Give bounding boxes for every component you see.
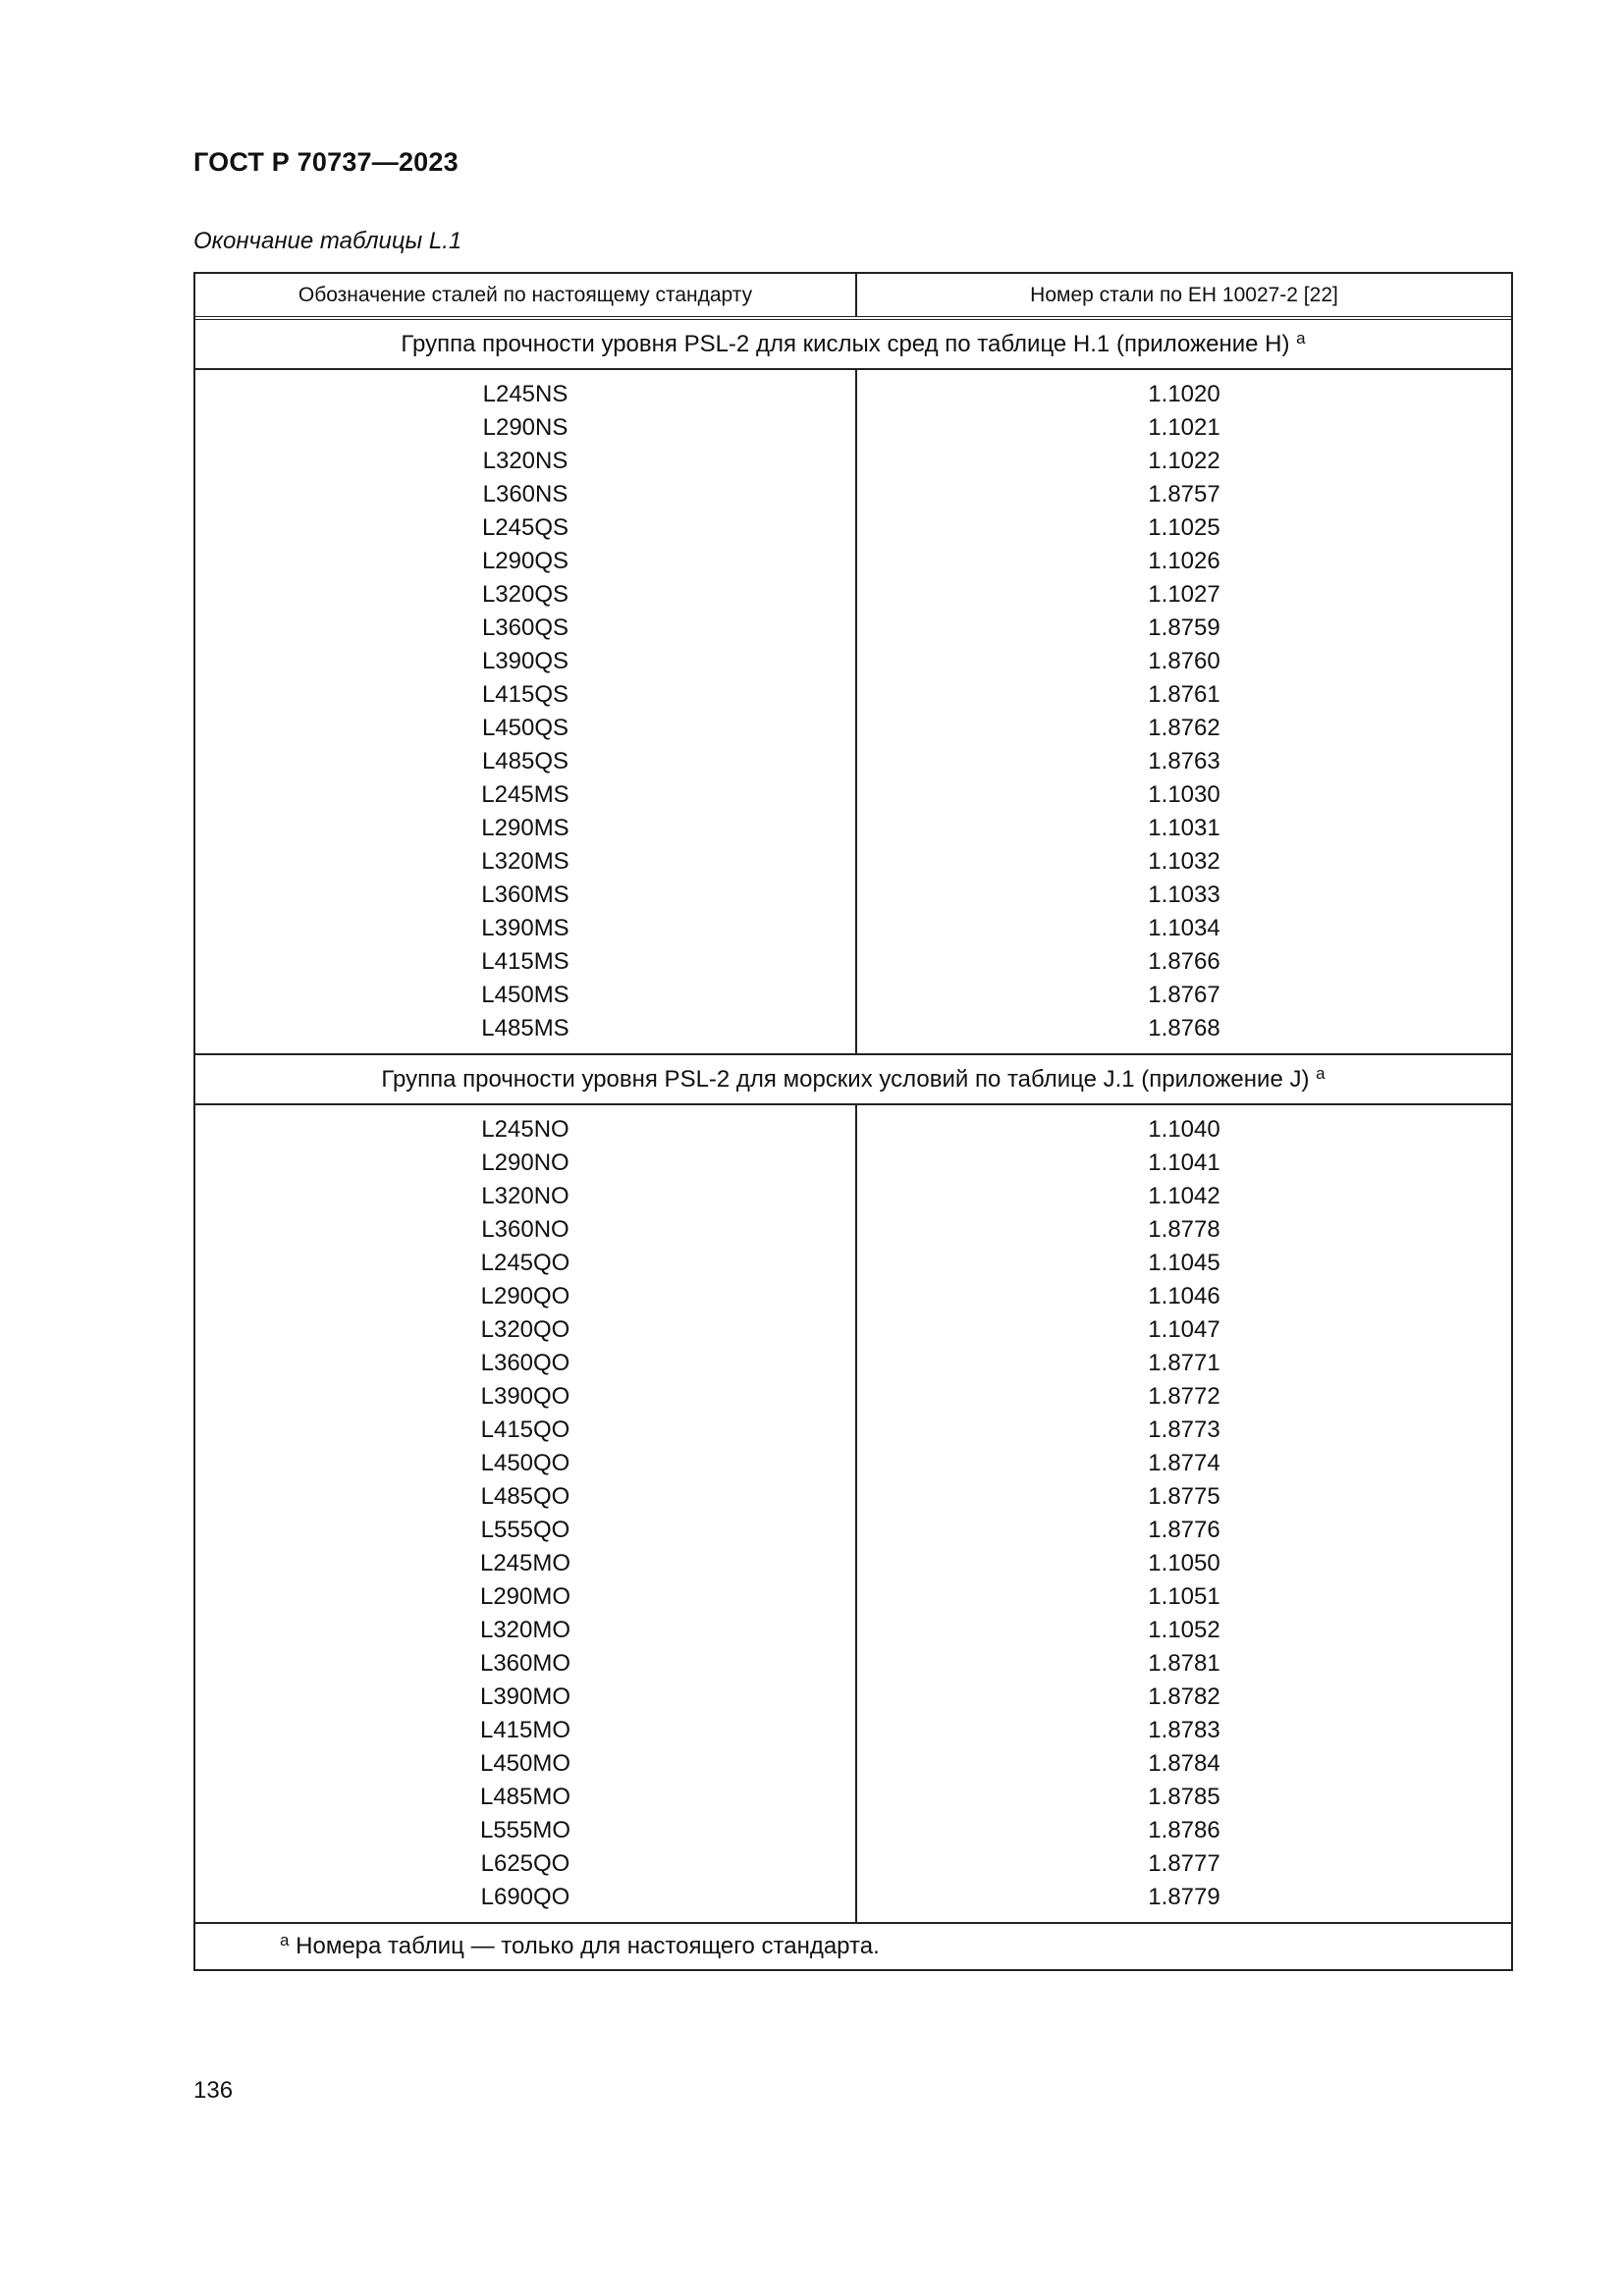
steel-number: 1.1026 <box>1148 548 1220 574</box>
steel-number: 1.1052 <box>1148 1617 1220 1643</box>
steel-number: 1.1050 <box>1148 1550 1220 1576</box>
steel-number: 1.8779 <box>1148 1884 1220 1910</box>
steel-designation: L390QS <box>481 648 569 674</box>
steel-number: 1.8783 <box>1148 1717 1220 1743</box>
steel-designation: L245QO <box>480 1250 570 1276</box>
group-title: Группа прочности уровня PSL-2 для кислых сред по таблице H.1 (приложение H) <box>401 330 1290 357</box>
footnote-mark: а <box>280 1931 290 1949</box>
steel-number: 1.8757 <box>1148 481 1220 507</box>
steel-designation: L360NS <box>482 481 568 507</box>
steel-number: 1.1034 <box>1148 915 1220 941</box>
footnote-row <box>195 1923 1511 1969</box>
steel-designation: L360QS <box>481 614 569 641</box>
steel-designation: L555MO <box>479 1817 571 1843</box>
steel-designation: L245MS <box>481 781 569 808</box>
steel-number: 1.8775 <box>1148 1483 1220 1510</box>
steel-designation: L320NO <box>481 1183 569 1209</box>
footnote-mark: а <box>1296 328 1306 347</box>
steel-designation: L485QO <box>480 1483 570 1510</box>
steel-designation: L290NS <box>482 414 568 441</box>
steel-designation: L320MS <box>481 848 569 875</box>
steel-number: 1.1025 <box>1148 514 1220 541</box>
steel-number: 1.1051 <box>1148 1583 1220 1610</box>
steel-designation: L450MO <box>479 1750 571 1777</box>
steel-designation: L485MO <box>479 1784 571 1810</box>
steel-number: 1.8777 <box>1148 1850 1220 1877</box>
steel-number: 1.8784 <box>1148 1750 1220 1777</box>
group-title-cell <box>195 1054 1511 1104</box>
steel-designation: L390MS <box>481 915 569 941</box>
steel-designation-table <box>193 272 1513 1971</box>
steel-number: 1.8762 <box>1148 715 1220 741</box>
steel-designation: L320QS <box>481 581 569 608</box>
footnote-cell <box>195 1923 1511 1969</box>
steel-designation: L450QO <box>480 1450 570 1476</box>
steel-designation: L450QS <box>481 715 569 741</box>
steel-number: 1.8782 <box>1148 1683 1220 1710</box>
steel-designation: L360NO <box>481 1216 569 1243</box>
column-header-designation: Обозначение сталей по настоящему стандарту <box>195 274 856 317</box>
steel-number: 1.1031 <box>1148 815 1220 841</box>
steel-number: 1.1041 <box>1148 1149 1220 1176</box>
table-body <box>195 320 1511 1970</box>
group-row-offshore-service <box>195 1054 1511 1104</box>
steel-number: 1.1020 <box>1148 381 1220 407</box>
steel-designation: L390QO <box>480 1383 570 1410</box>
steel-designation: L690QO <box>480 1884 570 1910</box>
steel-number: 1.8768 <box>1148 1015 1220 1041</box>
steel-number: 1.8773 <box>1148 1416 1220 1443</box>
data-block-offshore-service <box>195 1104 1511 1923</box>
steel-number: 1.8766 <box>1148 948 1220 975</box>
steel-number: 1.8767 <box>1148 982 1220 1008</box>
steel-designation: L320QO <box>480 1316 570 1343</box>
steel-number: 1.1040 <box>1148 1116 1220 1143</box>
steel-designation: L320MO <box>479 1617 571 1643</box>
steel-designation: L450MS <box>481 982 569 1008</box>
steel-number: 1.1021 <box>1148 414 1220 441</box>
footnote-text: Номера таблиц — только для настоящего стандарта. <box>296 1933 880 1959</box>
group-row-sour-service <box>195 320 1511 370</box>
steel-number: 1.1046 <box>1148 1283 1220 1309</box>
steel-designation: L415QS <box>481 681 569 708</box>
steel-number: 1.8772 <box>1148 1383 1220 1410</box>
steel-designation: L320NS <box>482 448 568 474</box>
steel-designation: L360QO <box>480 1350 570 1376</box>
steel-designation: L290QS <box>481 548 569 574</box>
steel-designation: L245MO <box>479 1550 571 1576</box>
steel-number: 1.8774 <box>1148 1450 1220 1476</box>
steel-number: 1.8778 <box>1148 1216 1220 1243</box>
steel-designation: L245NO <box>481 1116 569 1143</box>
data-block-sour-service <box>195 369 1511 1054</box>
steel-designation: L290QO <box>480 1283 570 1309</box>
steel-designation: L360MO <box>479 1650 571 1677</box>
steel-number: 1.8759 <box>1148 614 1220 641</box>
steel-designation: L625QO <box>480 1850 570 1877</box>
steel-number: 1.8785 <box>1148 1784 1220 1810</box>
steel-number: 1.1027 <box>1148 581 1220 608</box>
steel-designation: L290MS <box>481 815 569 841</box>
steel-number: 1.1030 <box>1148 781 1220 808</box>
steel-number: 1.8786 <box>1148 1817 1220 1843</box>
steel-number: 1.1047 <box>1148 1316 1220 1343</box>
designation-column <box>195 369 856 1054</box>
steel-number: 1.8761 <box>1148 681 1220 708</box>
steel-number: 1.8776 <box>1148 1517 1220 1543</box>
steel-number: 1.8760 <box>1148 648 1220 674</box>
steel-number: 1.1042 <box>1148 1183 1220 1209</box>
steel-number: 1.8781 <box>1148 1650 1220 1677</box>
steel-designation: L415QO <box>480 1416 570 1443</box>
steel-designation: L485MS <box>481 1015 569 1041</box>
steel-designation: L415MS <box>481 948 569 975</box>
table-header-row <box>195 274 1511 317</box>
steel-designation: L360MS <box>481 881 569 908</box>
steel-designation: L245QS <box>481 514 569 541</box>
steel-number: 1.1033 <box>1148 881 1220 908</box>
designation-column <box>195 1104 856 1923</box>
steel-designation: L485QS <box>481 748 569 774</box>
steel-number: 1.1022 <box>1148 448 1220 474</box>
steel-designation: L290NO <box>481 1149 569 1176</box>
steel-designation: L290MO <box>479 1583 571 1610</box>
column-header-steel-number: Номер стали по ЕН 10027-2 [22] <box>1030 283 1338 306</box>
document-id-header: ГОСТ Р 70737—2023 <box>193 147 459 177</box>
steel-number: 1.1045 <box>1148 1250 1220 1276</box>
steel-number-column <box>856 369 1511 1054</box>
group-title: Группа прочности уровня PSL-2 для морских условий по таблице J.1 (приложение J) <box>381 1065 1310 1093</box>
table-caption: Окончание таблицы L.1 <box>193 228 462 254</box>
group-title-cell <box>195 320 1511 370</box>
steel-designation: L245NS <box>482 381 568 407</box>
steel-number: 1.8771 <box>1148 1350 1220 1376</box>
steel-number-column <box>856 1104 1511 1923</box>
steel-designation: L555QO <box>480 1517 570 1543</box>
footnote-mark: а <box>1316 1063 1326 1083</box>
steel-number: 1.8763 <box>1148 748 1220 774</box>
steel-number: 1.1032 <box>1148 848 1220 875</box>
page-number: 136 <box>193 2077 234 2104</box>
steel-designation: L390MO <box>479 1683 571 1710</box>
steel-designation: L415MO <box>479 1717 571 1743</box>
